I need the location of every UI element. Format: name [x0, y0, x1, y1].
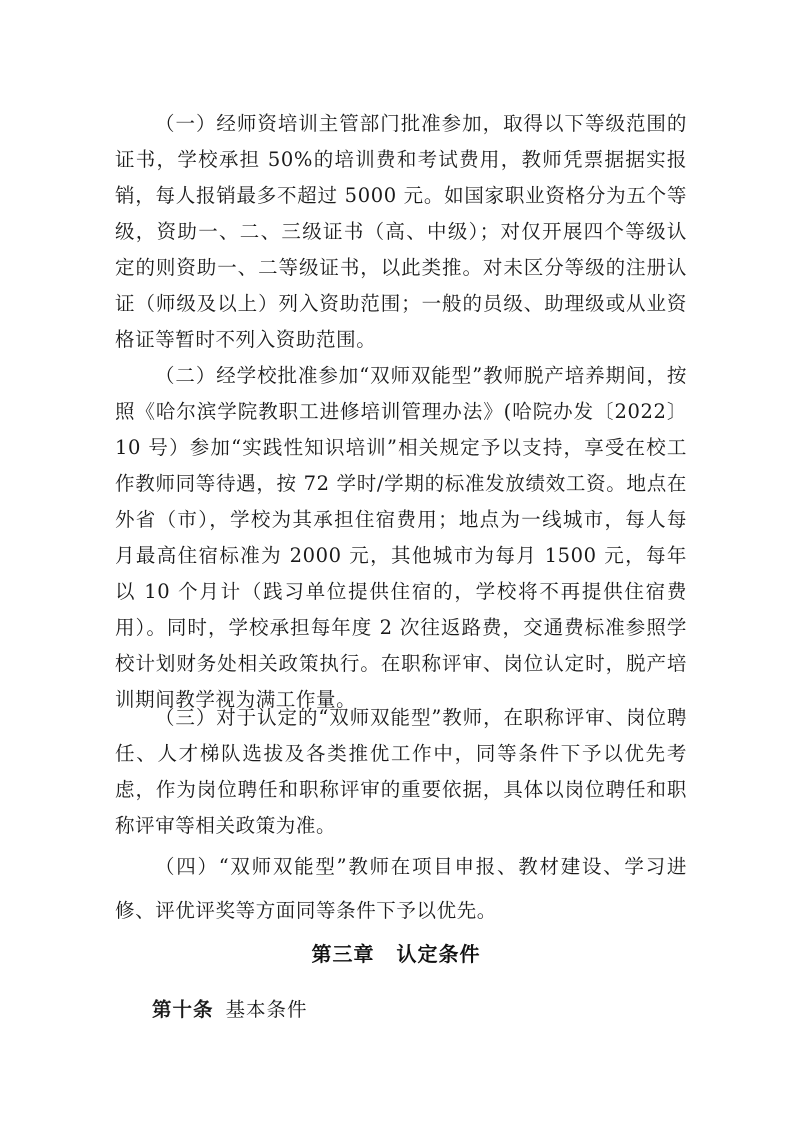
paragraph-item-4: （四）“双师双能型”教师在项目申报、教材建设、学习进修、评优评奖等方面同等条件下予以优先。 [115, 855, 687, 922]
article-number: 第十条 [152, 998, 214, 1021]
article-title: 基本条件 [225, 998, 308, 1021]
paragraph-item-3: （三）对于认定的“双师双能型”教师，在职称评审、岗位聘任、人才梯队选拔及各类推优工作中，同等条件下予以优先考虑，作为岗位聘任和职称评审的重要依据，具体以岗位聘任和职称评审等相关政策为准。 [115, 706, 687, 837]
paragraph-item-2: （二）经学校批准参加“双师双能型”教师脱产培养期间，按照《哈尔滨学院教职工进修培训管理办法》(哈院办发〔2022〕10 号）参加“实践性知识培训”相关规定予以支持，享受在校工作教师同等待遇，按 72 学时/学期的标准发放绩效工资。地点在外省（市），学校为其承担住宿费用；地点为一线城市，每人每月最高住宿标准为 2000 元，其他城市为每月 1500 元，每年以 10 个月计（践习单位提供住宿的，学校将不再提供住宿费用）。同时，学校承担每年度 2 次往返路费，交通费标准参照学校计划财务处相关政策执行。在职称评审、岗位认定时，脱产培训期间教学视为满工作量。 [115, 364, 687, 711]
chapter-heading [0, 938, 792, 967]
paragraph-item-1: （一）经师资培训主管部门批准参加，取得以下等级范围的证书，学校承担 50%的培训费和考试费用，教师凭票据据实报销，每人报销最多不超过 5000 元。如国家职业资格分为五个等级，资助一、二、三级证书（高、中级）；对仅开展四个等级认定的则资助一、二等级证书，以此类推。对未区分等级的注册认证（师级及以上）列入资助范围；一般的员级、助理级或从业资格证等暂时不列入资助范围。 [115, 112, 687, 351]
article-heading [152, 994, 308, 1022]
chapter-title: 认定条件 [396, 942, 481, 966]
chapter-number: 第三章 [311, 942, 375, 966]
